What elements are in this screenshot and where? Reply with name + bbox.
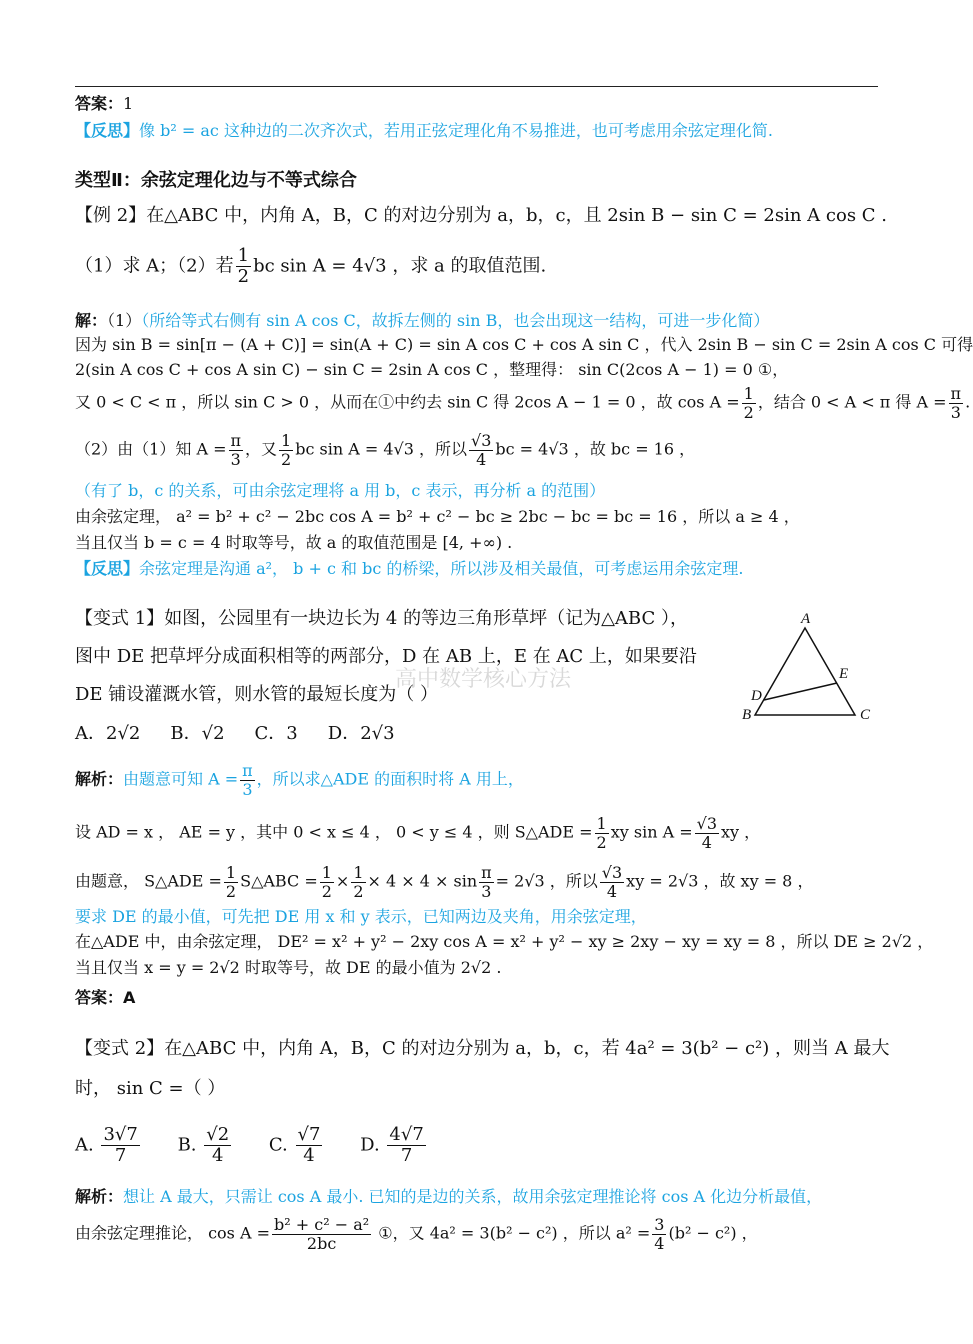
option-b: B．√2 xyxy=(170,723,225,744)
label-e: E xyxy=(839,666,849,682)
variant1-sol6: 当且仅当 x = y = 2√2 时取等号，故 DE 的最小值为 2√2 . xyxy=(75,958,502,977)
example2-line4: （2）由（1）知 A = $\frac{\pi}{3}$ ，又 $\frac{1}{2}$ bc sin A = 4√3 ，所以 $\frac{√3}{4}$ bc = 4√3 ，故 bc = 16 ， xyxy=(75,431,696,469)
example2-line1: 因为 sin B = sin[π − (A + C)] = sin(A + C) = sin A cos C + cos A sin C ，代入 2sin B − sin C = 2sin A cos C 可得 xyxy=(75,335,973,354)
v2-option-a: A. $\frac{3√7}{7}$ xyxy=(75,1124,138,1166)
variant1-line2: 图中 DE 把草坪分成面积相等的两部分，D 在 AB 上，E 在 AC 上，如果要沿 xyxy=(75,646,697,667)
variant1-options xyxy=(75,723,425,745)
example2-reflect: 【反思】余弦定理是沟通 a²， b + c 和 bc 的桥梁，所以涉及相关最值，可考虑运用余弦定理. xyxy=(75,559,744,578)
example2-line3: 又 0 < C < π ，所以 sin C > 0 ，从而在①中约去 sin C 得 2cos A − 1 = 0 ，故 cos A = $\frac{1}{2}$ ，结合 0 < A < π 得 A = $\frac{\pi}{3}$ . xyxy=(75,384,971,422)
triangle-figure xyxy=(735,608,885,728)
example2-statement: 【例 2】在△ABC 中，内角 A，B，C 的对边分别为 a，b，c，且 2sin B − sin C = 2sin A cos C . xyxy=(75,205,887,226)
example2-line6: 当且仅当 b = c = 4 时取等号，故 a 的取值范围是 [4, +∞) . xyxy=(75,533,513,552)
variant1-line3: DE 铺设灌溉水管，则水管的最短长度为（ ） xyxy=(75,684,439,705)
example2-solution-head: 解：（1）（所给等式右侧有 sin A cos C，故拆左侧的 sin B，也会出现这一结构，可进一步化简） xyxy=(75,311,770,330)
variant2-options xyxy=(75,1125,458,1166)
reflect-1: 【反思】像 b² = ac 这种边的二次齐次式，若用正弦定理化角不易推进，也可考虑用余弦定理化简. xyxy=(75,121,774,140)
v2-option-c: C. $\frac{√7}{4}$ xyxy=(268,1124,321,1166)
label-d: D xyxy=(751,688,762,704)
watermark: 高中数学核心方法 xyxy=(395,667,572,692)
v2-option-d: D. $\frac{4√7}{7}$ xyxy=(360,1124,424,1166)
variant1-sol4: 要求 DE 的最小值，可先把 DE 用 x 和 y 表示，已知两边及夹角，用余弦定理， xyxy=(75,907,647,926)
variant2-sol2: 由余弦定理推论， cos A = $\frac{\text{b² + c² − a²}}{2bc}$ ①，又 4a² = 3(b² − c²) ，所以 a² = $\frac{3}{4}$ (b² − c²) ， xyxy=(75,1215,758,1253)
option-a: A．2√2 xyxy=(75,723,141,744)
v2-option-b: B. $\frac{√2}{4}$ xyxy=(177,1124,230,1166)
variant1-sol2: 设 AD = x ， AE = y ，其中 0 < x ≤ 4 ， 0 < y ≤ 4 ，则 S△ADE = $\frac{1}{2}$ xy sin A = $\frac{√3}{4}$ xy ， xyxy=(75,814,761,852)
top-rule xyxy=(75,86,878,87)
label-a: A xyxy=(801,611,811,627)
variant1-sol3: 由题意， S△ADE = $\frac{1}{2}$ S△ABC = $\frac{1}{2}$ × $\frac{1}{2}$ × 4 × 4 × sin $\frac{\pi}{3}$ = 2√3 ，所以 $\frac{√3}{4}$ xy = 2√3 ，故 xy = 8 ， xyxy=(75,863,814,901)
variant1-answer: 答案：A xyxy=(75,988,136,1007)
variant1-sol1: 解析：由题意可知 A = $\frac{\pi}{3}$ ，所以求△ADE 的面积时将 A 用上， xyxy=(75,761,524,799)
type2-heading: 类型Ⅱ：余弦定理化边与不等式综合 xyxy=(75,170,357,191)
example2-questions: （1）求 A；（2）若 $\frac{1}{2}$ bc sin A = 4√3 ，求 a 的取值范围. xyxy=(75,245,547,287)
variant1-sol5: 在△ADE 中，由余弦定理， DE² = x² + y² − 2xy cos A = x² + y² − xy ≥ 2xy − xy = xy = 8 ，所以 DE ≥ 2√2 ， xyxy=(75,932,934,951)
option-c: C．3 xyxy=(254,723,298,744)
example2-hint2: （有了 b，c 的关系，可由余弦定理将 a 用 b，c 表示，再分析 a 的范围） xyxy=(75,481,606,500)
variant1-line1: 【变式 1】如图，公园里有一块边长为 4 的等边三角形草坪（记为△ABC ）， xyxy=(75,608,688,629)
variant2-sol1: 解析：想让 A 最大，只需让 cos A 最小. 已知的是边的关系，故用余弦定理推论将 cos A 化边分析最值， xyxy=(75,1187,823,1206)
variant2-line1: 【变式 2】在△ABC 中，内角 A，B，C 的对边分别为 a，b，c，若 4a² = 3(b² − c²) ，则当 A 最大 xyxy=(75,1038,890,1059)
answer-1: 答案：1 xyxy=(75,94,134,113)
example2-line5: 由余弦定理， a² = b² + c² − 2bc cos A = b² + c² − bc ≥ 2bc − bc = bc = 16 ，所以 a ≥ 4 ， xyxy=(75,507,800,526)
segment-de xyxy=(764,683,837,700)
example2-line2: 2(sin A cos C + cos A sin C) − sin C = 2sin A cos C ，整理得： sin C(2cos A − 1) = 0 ①， xyxy=(75,360,789,379)
label-c: C xyxy=(860,707,871,723)
label-b: B xyxy=(742,707,752,723)
option-d: D．2√3 xyxy=(327,723,395,744)
variant2-line2: 时， sin C =（ ） xyxy=(75,1078,226,1099)
